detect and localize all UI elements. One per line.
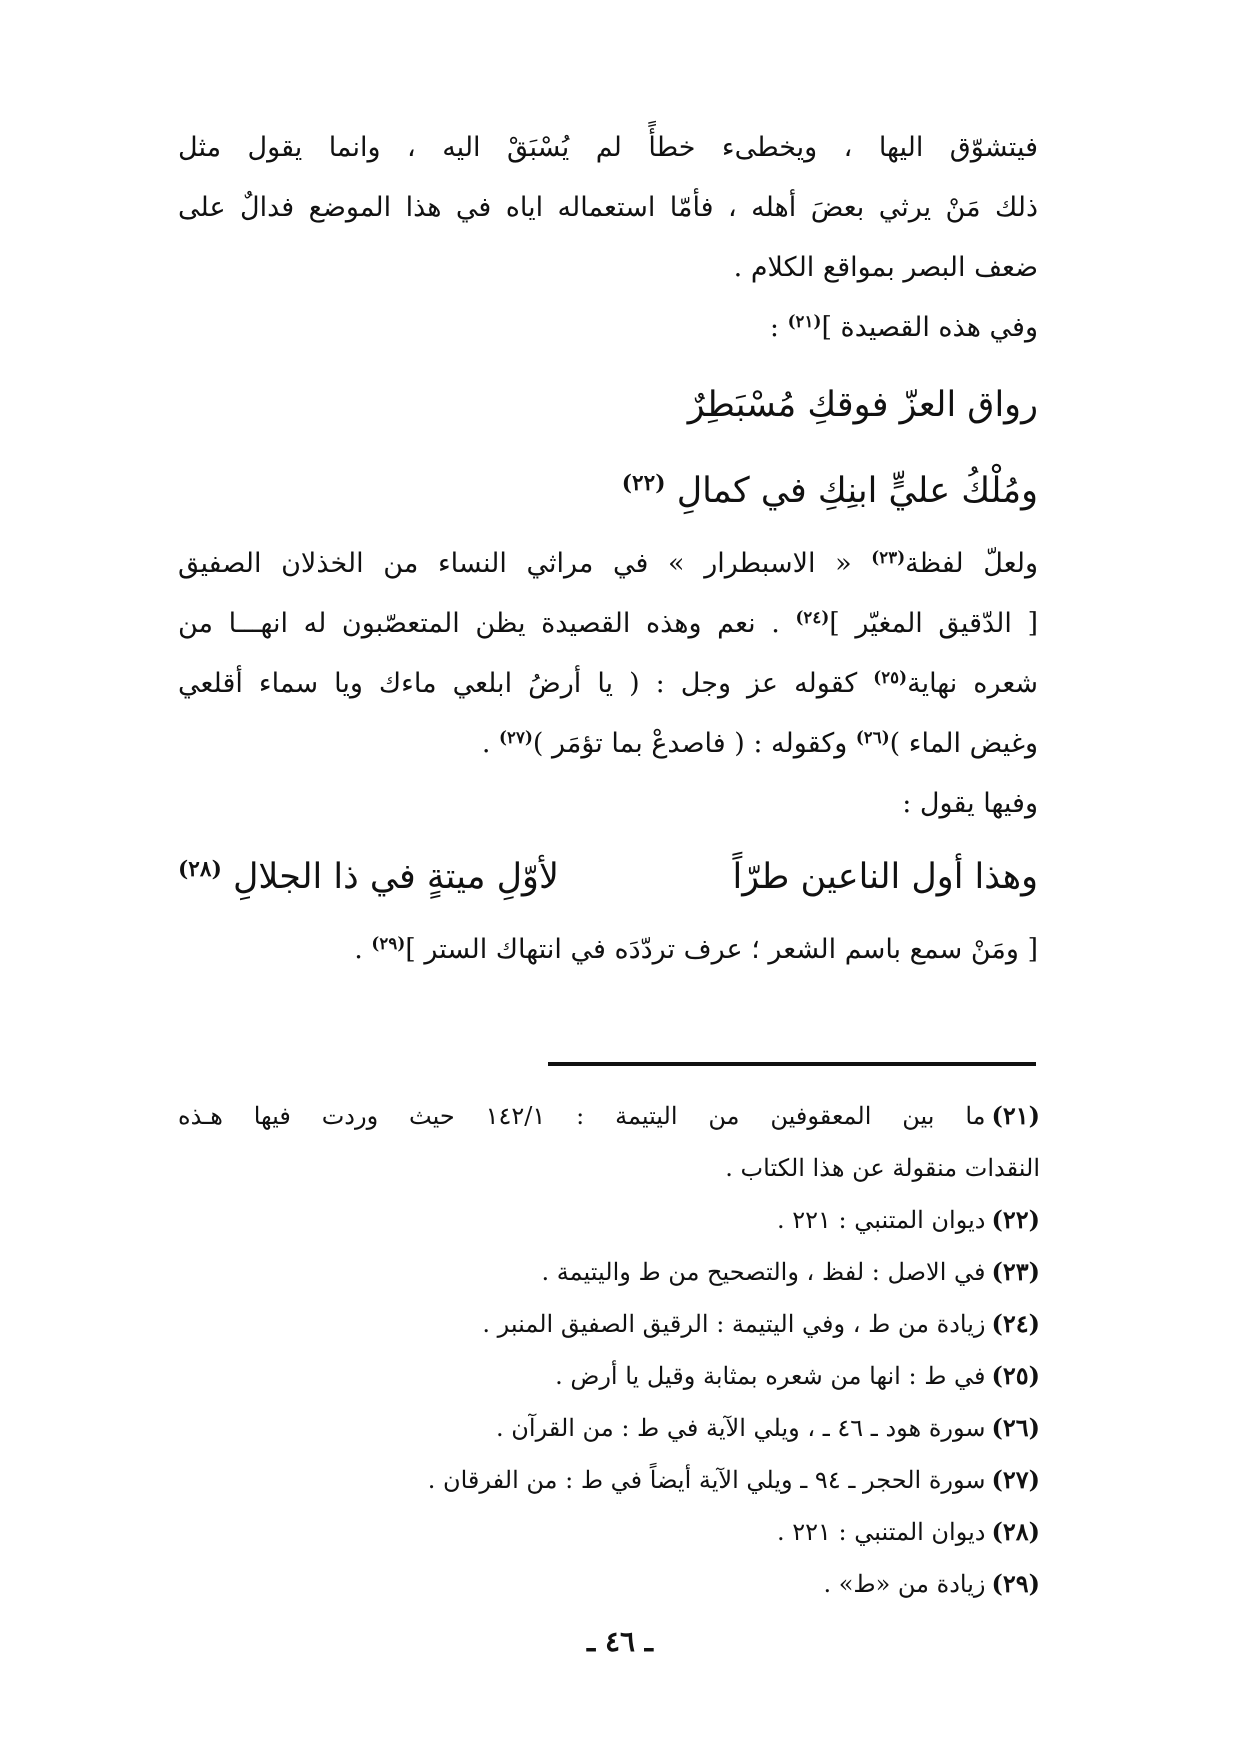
footnote-21 bbox=[178, 1090, 1040, 1142]
verse-2-second-hemistich: لأوّلِ ميتةٍ في ذا الجلالِ bbox=[232, 857, 559, 897]
paragraph2-line1 bbox=[178, 534, 1038, 594]
intro-line-2: وفيها يقول : bbox=[902, 788, 1038, 819]
verse-2-second-hemistich-wrap bbox=[178, 834, 559, 920]
paragraph2-line2-b: . نعم وهذه القصيدة يظن المتعصّبون له انهـــا من bbox=[178, 608, 796, 639]
verse-1-second-hemistich-row bbox=[178, 448, 1038, 534]
paragraph2-line3 bbox=[178, 654, 1038, 714]
footnote-26 bbox=[178, 1402, 1040, 1454]
paragraph1-line3: ضعف البصر بمواقع الكلام . bbox=[733, 252, 1038, 283]
footnote-number: (٢١) bbox=[991, 1101, 1040, 1130]
verse-2-first-hemistich: وهذا أول الناعين طرّاً bbox=[732, 857, 1038, 897]
footnote-number: (٢٨) bbox=[991, 1517, 1040, 1546]
paragraph1-line1: فيتشوّق اليها ، ويخطىء خطأً لم يُسْبَقْ اليه ، وانما يقول مثل bbox=[178, 132, 1038, 163]
footnote-number: (٢٢) bbox=[991, 1205, 1040, 1234]
footnote-number: (٢٦) bbox=[991, 1413, 1040, 1442]
footnote-ref-22: (٢٢) bbox=[621, 471, 666, 497]
intro-tail: : bbox=[769, 312, 788, 343]
footnote-25 bbox=[178, 1350, 1040, 1402]
footnote-ref-27: (٢٧) bbox=[499, 726, 533, 747]
footnote-28 bbox=[178, 1506, 1040, 1558]
paragraph2-line2 bbox=[178, 594, 1038, 654]
footnote-text: في الاصل : لفظ ، والتصحيح من ط واليتيمة . bbox=[541, 1258, 986, 1286]
footnotes bbox=[178, 1090, 1040, 1610]
paragraph2-line1-a: ولعلّ لفظة bbox=[905, 548, 1038, 579]
paragraph2-line4 bbox=[178, 714, 1038, 774]
footnote-text: في ط : انها من شعره بمثابة وقيل يا أرض . bbox=[555, 1362, 986, 1390]
footnote-text: زيادة من «ط» . bbox=[823, 1570, 986, 1598]
paragraph2-line2-a: [ الدّقيق المغيّر ] bbox=[829, 608, 1038, 639]
paragraph2-line3-b: كقوله عز وجل : ( يا أرضُ ابلعي ماءك ويا سماء أقلعي bbox=[178, 668, 874, 699]
footnote-27 bbox=[178, 1454, 1040, 1506]
footnote-29 bbox=[178, 1558, 1040, 1610]
footnote-number: (٢٥) bbox=[991, 1361, 1040, 1390]
footnote-24 bbox=[178, 1298, 1040, 1350]
footnote-divider bbox=[548, 1062, 1036, 1066]
footnote-ref-29: (٢٩) bbox=[371, 932, 406, 953]
footnote-ref-25: (٢٥) bbox=[873, 666, 908, 687]
footnote-ref-24: (٢٤) bbox=[795, 606, 830, 627]
footnote-ref-26: (٢٦) bbox=[855, 726, 890, 747]
footnote-22 bbox=[178, 1194, 1040, 1246]
paragraph2-line3-a: شعره نهاية bbox=[907, 668, 1038, 699]
footnote-ref-21: (٢١) bbox=[787, 310, 822, 331]
main-text bbox=[178, 118, 1038, 980]
footnote-number: (٢٤) bbox=[991, 1309, 1040, 1338]
paragraph2-line4-a: وغيض الماء ) bbox=[889, 728, 1038, 759]
footnote-text: ما بين المعقوفين من اليتيمة : ١٤٢/١ حيث وردت فيها هـذه bbox=[178, 1102, 986, 1130]
verse-3-text: [ ومَنْ سمع باسم الشعر ؛ عرف تردّدَه في انتهاك الستر ] bbox=[405, 934, 1038, 965]
footnote-23 bbox=[178, 1246, 1040, 1298]
intro-line-1 bbox=[178, 298, 1038, 358]
footnote-text: زيادة من ط ، وفي اليتيمة : الرقيق الصفيق المنبر . bbox=[482, 1310, 986, 1338]
footnote-ref-28: (٢٨) bbox=[178, 857, 222, 883]
paragraph2-line1-b: « الاسبطرار » في مراثي النساء من الخذلان الصفيق bbox=[178, 548, 872, 579]
paragraph2-line4-b: وكقوله : ( فاصدعْ بما تؤمَر ) bbox=[532, 728, 856, 759]
footnote-21-continuation: النقدات منقولة عن هذا الكتاب . bbox=[725, 1154, 1040, 1182]
footnote-text: سورة هود ـ ٤٦ ـ ، ويلي الآية في ط : من القرآن . bbox=[496, 1414, 986, 1442]
paragraph1-line2: ذلك مَنْ يرثي بعضَ أهله ، فأمّا استعماله اياه في هذا الموضع فدالٌ على bbox=[178, 192, 1038, 223]
intro-text: وفي هذه القصيدة ] bbox=[821, 312, 1038, 343]
footnote-number: (٢٧) bbox=[991, 1465, 1040, 1494]
page-number: ـ ٤٦ ـ bbox=[587, 1625, 653, 1658]
footnote-ref-23: (٢٣) bbox=[871, 546, 906, 567]
verse-3-tail: . bbox=[354, 934, 372, 965]
verse-1-first-hemistich: رواق العزّ فوقكِ مُسْبَطِرٌ bbox=[687, 385, 1038, 425]
verse-3-line bbox=[178, 920, 1038, 980]
verse-1-second-hemistich: ومُلْكُ عليٍّ ابنِكِ في كمالِ bbox=[676, 471, 1038, 511]
verse-2 bbox=[178, 834, 1038, 920]
footnote-number: (٢٣) bbox=[991, 1257, 1040, 1286]
footnote-text: ديوان المتنبي : ٢٢١ . bbox=[776, 1206, 986, 1234]
footnote-text: ديوان المتنبي : ٢٢١ . bbox=[776, 1518, 986, 1546]
paragraph2-line4-c: . bbox=[481, 728, 500, 759]
footnote-text: سورة الحجر ـ ٩٤ ـ ويلي الآية أيضاً في ط : من الفرقان . bbox=[427, 1466, 986, 1494]
footnote-number: (٢٩) bbox=[991, 1569, 1040, 1598]
